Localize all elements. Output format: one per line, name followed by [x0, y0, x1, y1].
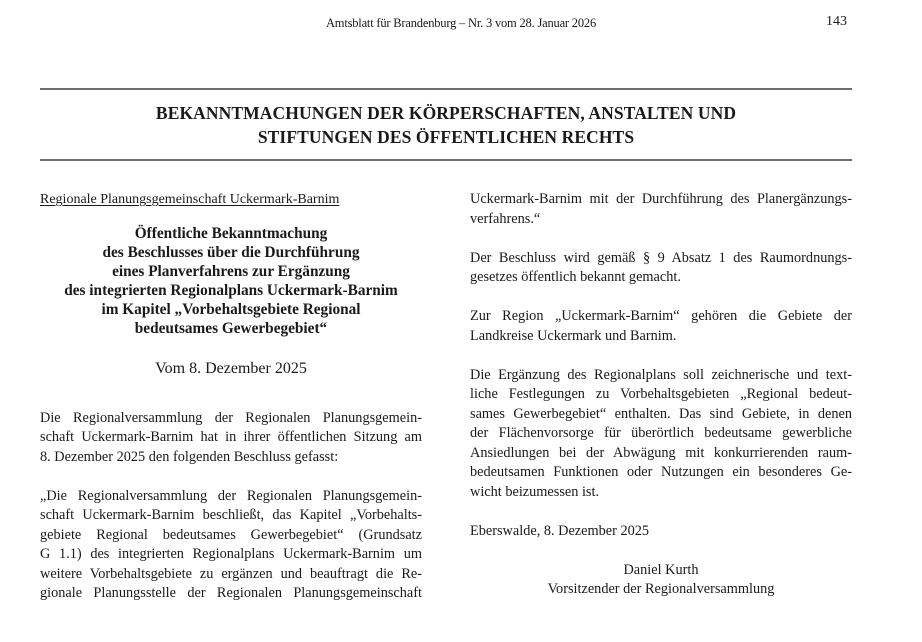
notice-title-line: im Kapitel „Vorbehaltsgebiete Regional — [101, 300, 361, 318]
text-line: G 1.1) des integrierten Regionalplans Uckermark-Barnim um — [40, 546, 422, 562]
paragraph — [470, 190, 852, 229]
notice-title — [40, 224, 422, 338]
notice-title-line: eines Planverfahrens zur Ergänzung — [112, 262, 350, 280]
notice-title-line: bedeutsames Gewerbegebiet“ — [134, 319, 328, 337]
text-line: gesetzes öffentlich bekannt gemacht. — [470, 269, 681, 285]
paragraph — [40, 487, 422, 604]
text-line: wicht beizumessen ist. — [470, 483, 600, 500]
text-line: verfahrens.“ — [470, 210, 541, 227]
text-line: Uckermark-Barnim mit der Durchführung des Planergänzungs- — [470, 191, 852, 207]
text-line: gionale Planungsstelle der Regionalen Planungsgemeinschaft — [40, 585, 422, 601]
notice-title-line: des Beschlusses über die Durchführung — [102, 243, 360, 261]
running-head: Amtsblatt für Brandenburg – Nr. 3 vom 28. Januar 2026 — [325, 16, 597, 30]
text-line: sames Gewerbegebiet“ enthalten. Das sind Gebiete, in denen — [470, 405, 852, 422]
section-rule-top — [40, 88, 852, 90]
signatory-name: Daniel Kurth — [623, 561, 699, 578]
right-column — [470, 190, 852, 600]
paragraph — [470, 366, 852, 503]
text-line: Zur Region „Uckermark-Barnim“ gehören die Gebiete der — [470, 308, 852, 324]
signatory-role: Vorsitzender der Regionalversammlung — [547, 581, 775, 597]
text-line: bedeutsamen Funktionen oder Nutzungen ein besonderes Ge- — [470, 464, 852, 480]
section-title — [40, 101, 852, 149]
text-line: Der Beschluss wird gemäß § 9 Absatz 1 des Raumordnungs- — [470, 249, 852, 266]
place-date: Eberswalde, 8. Dezember 2025 — [470, 522, 650, 539]
paragraph — [470, 307, 852, 346]
text-line: 8. Dezember 2025 den folgenden Beschluss gefasst: — [40, 448, 339, 465]
section-title-line: STIFTUNGEN DES ÖFFENTLICHEN RECHTS — [257, 127, 635, 147]
text-line: gebiete Regional bedeutsames Gewerbegebiet“ (Grundsatz — [40, 526, 422, 543]
paragraph — [40, 409, 422, 468]
text-line: schaft Uckermark-Barnim beschließt, das Kapitel „Vorbehalts- — [40, 507, 422, 523]
text-line: Ansiedlungen bei der Abwägung mit konkurrierenden raum- — [470, 444, 852, 461]
notice-title-line: des integrierten Regionalplans Uckermark-Barnim — [64, 281, 398, 299]
text-line: liche Festlegungen zu Vorbehaltsgebieten „Regional bedeut- — [470, 386, 852, 402]
notice-date: Vom 8. Dezember 2025 — [155, 359, 307, 377]
notice-title-line: Öffentliche Bekanntmachung — [134, 224, 328, 242]
text-line: weitere Vorbehaltsgebiete zu ergänzen und beauftragt die Re- — [40, 565, 422, 582]
text-line: Landkreise Uckermark und Barnim. — [470, 327, 677, 344]
text-line: Die Regionalversammlung der Regionalen Planungsgemein- — [40, 409, 422, 426]
text-line: „Die Regionalversammlung der Regionalen Planungsgemein- — [40, 487, 422, 504]
left-column — [40, 190, 422, 604]
section-title-line: BEKANNTMACHUNGEN DER KÖRPERSCHAFTEN, ANSTALTEN UND — [155, 103, 737, 123]
section-rule-bottom — [40, 159, 852, 161]
page-number: 143 — [826, 14, 847, 29]
text-line: Die Ergänzung des Regionalplans soll zeichnerische und text- — [470, 366, 852, 383]
issuer-heading: Regionale Planungsgemeinschaft Uckermark-Barnim — [40, 192, 340, 207]
text-line: schaft Uckermark-Barnim hat in ihrer öffentlichen Sitzung am — [40, 429, 422, 445]
paragraph — [470, 249, 852, 288]
text-line: der Flächenvorsorge für überörtlich bedeutsame gewerbliche — [470, 425, 852, 441]
